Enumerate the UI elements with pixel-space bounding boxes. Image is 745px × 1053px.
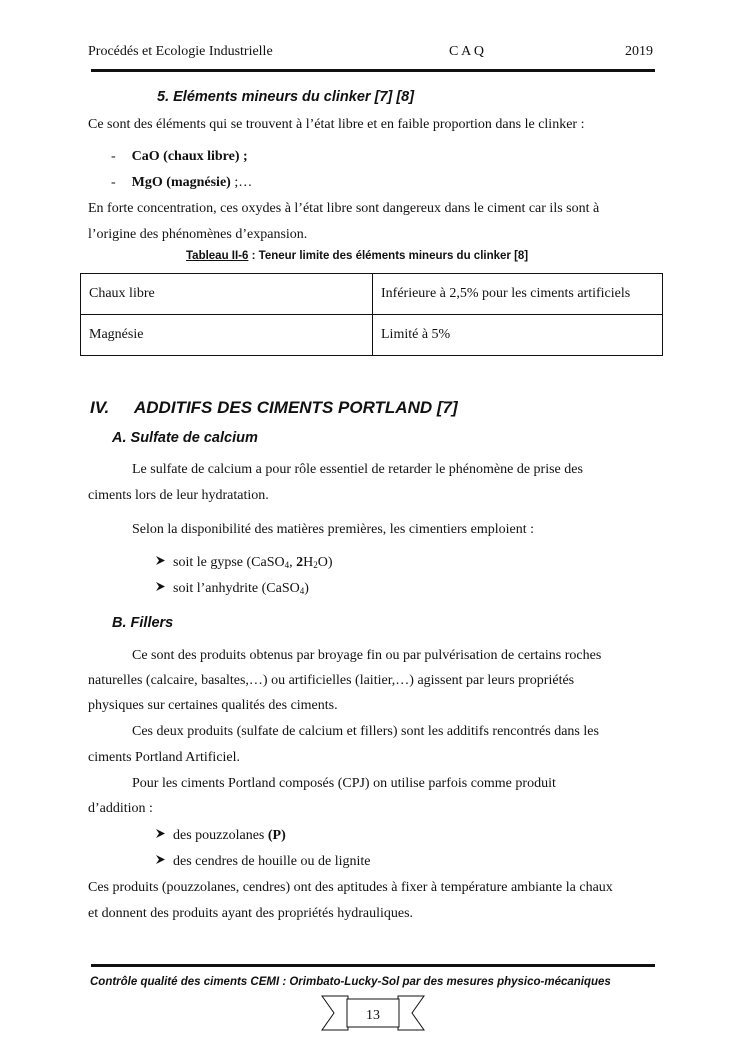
- table-cell: Magnésie: [81, 315, 373, 356]
- header-left: Procédés et Ecologie Industrielle: [88, 44, 273, 59]
- limits-table: [80, 273, 663, 356]
- table-caption-label: Tableau II-6: [186, 250, 249, 262]
- section-heading: 5. Eléments mineurs du clinker [7] [8]: [157, 89, 415, 105]
- list-item: [155, 828, 286, 844]
- list-item-text: H: [303, 555, 314, 570]
- list-item: - MgO (magnésie) ;…: [111, 175, 253, 190]
- arrowhead-bullet-icon: [155, 581, 173, 597]
- table-cell: Chaux libre: [81, 274, 373, 315]
- list-item-text: des cendres de houille ou de lignite: [173, 854, 371, 869]
- paragraph-line: Ces produits (pouzzolanes, cendres) ont des aptitudes à fixer à température ambiante la chaux: [88, 880, 613, 895]
- paragraph-line: d’addition :: [88, 801, 153, 816]
- header-center: C A Q: [449, 44, 485, 59]
- list-item-text: des pouzzolanes: [173, 828, 268, 843]
- list-item: [155, 854, 371, 870]
- bold-text: 2: [296, 555, 304, 570]
- arrowhead-bullet-icon: [155, 828, 173, 844]
- table-caption-text: : Teneur limite des éléments mineurs du clinker [8]: [248, 250, 529, 262]
- list-item-text: soit l’anhydrite (CaSO: [173, 581, 300, 596]
- list-item-text: CaO (chaux libre) ;: [131, 149, 248, 164]
- paragraph-line: physiques sur certaines qualités des ciments.: [88, 698, 338, 713]
- chapter-title: ADDITIFS DES CIMENTS PORTLAND [7]: [134, 398, 458, 417]
- paragraph-line: Ces deux produits (sulfate de calcium et fillers) sont les additifs rencontrés dans les: [132, 724, 599, 739]
- subscript: 4: [284, 560, 290, 570]
- list-item: - CaO (chaux libre) ;: [111, 149, 248, 164]
- paragraph: Ce sont des éléments qui se trouvent à l’état libre et en faible proportion dans le clinker :: [88, 117, 585, 132]
- header-rule: [91, 69, 655, 72]
- paragraph-line: Le sulfate de calcium a pour rôle essentiel de retarder le phénomène de prise des: [132, 462, 583, 477]
- list-item-text-bold: MgO (magnésie): [131, 175, 231, 190]
- list-item: [155, 555, 333, 571]
- arrowhead-bullet-icon: [155, 555, 173, 571]
- list-item-text: ): [304, 581, 309, 596]
- subscript: 4: [299, 586, 305, 596]
- chapter-number: IV.: [90, 398, 110, 417]
- paragraph-line: Pour les ciments Portland composés (CPJ) on utilise parfois comme produit: [132, 776, 556, 791]
- list-item: [155, 581, 309, 597]
- paragraph-line: ciments lors de leur hydratation.: [88, 488, 269, 503]
- list-item-text: O): [317, 555, 333, 570]
- list-item-text: ;…: [230, 175, 253, 190]
- footer-rule: [91, 964, 655, 967]
- paragraph-line: naturelles (calcaire, basaltes,…) ou artificielles (laitier,…) agissent par leurs propriétés: [88, 673, 575, 688]
- paragraph-line: En forte concentration, ces oxydes à l’état libre sont dangereux dans le ciment car ils sont à: [88, 201, 600, 216]
- page-number: 13: [366, 1008, 380, 1023]
- paragraph-line: Ce sont des produits obtenus par broyage fin ou par pulvérisation de certains roches: [132, 648, 602, 663]
- list-item-text: ,: [289, 555, 297, 570]
- paragraph-line: et donnent des produits ayant des propriétés hydrauliques.: [88, 906, 414, 921]
- table-row: [81, 274, 663, 315]
- paragraph-line: ciments Portland Artificiel.: [88, 750, 241, 765]
- table-caption: [186, 250, 528, 262]
- bold-text: (P): [267, 828, 286, 843]
- table-cell: Limité à 5%: [373, 315, 663, 356]
- subsection-heading: B. Fillers: [112, 615, 174, 631]
- arrowhead-bullet-icon: [155, 854, 173, 870]
- paragraph: Selon la disponibilité des matières premières, les cimentiers emploient :: [132, 522, 535, 537]
- table-cell: Inférieure à 2,5% pour les ciments artificiels: [373, 274, 663, 315]
- subscript: 2: [313, 560, 318, 570]
- footer-text: Contrôle qualité des ciments CEMI : Orimbato-Lucky-Sol par des mesures physico-mécaniques: [90, 976, 611, 988]
- header-year: 2019: [625, 44, 653, 59]
- table-row: [81, 315, 663, 356]
- paragraph-line: l’origine des phénomènes d’expansion.: [88, 227, 308, 242]
- list-item-text: soit le gypse (CaSO: [173, 555, 285, 570]
- subsection-heading: A. Sulfate de calcium: [112, 430, 258, 446]
